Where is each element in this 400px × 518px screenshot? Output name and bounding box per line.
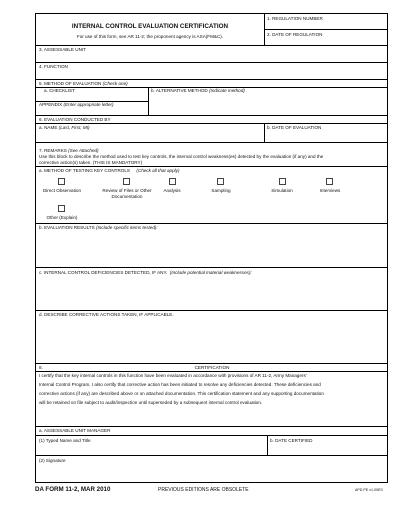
certification-text-3: corrective actions (if any) are described above or on attached documentation. This certification statement and any supporting documentation <box>39 391 324 396</box>
deficiencies-note: (Include potential material weaknesses): <box>169 270 252 275</box>
testing-method-text: a. METHOD OF TESTING KEY CONTROLS <box>39 168 130 173</box>
sampling-label: Sampling <box>211 188 231 193</box>
other-checkbox[interactable] <box>58 205 65 212</box>
manager-line <box>36 426 388 427</box>
header-split <box>264 29 388 30</box>
date-of-regulation-field[interactable]: 2. DATE OF REGULATION <box>267 32 323 37</box>
manager-divider <box>267 435 268 455</box>
form-title: INTERNAL CONTROL EVALUATION CERTIFICATION <box>71 23 229 30</box>
conducted-by-line <box>36 123 388 124</box>
typed-name-field[interactable]: (1) Typed Name and Title <box>39 438 91 443</box>
certification-number: 8. <box>39 365 43 370</box>
form-frame <box>35 13 388 483</box>
evaluation-results-note: (Include specific items tested): <box>95 225 158 230</box>
simulation-checkbox[interactable] <box>279 178 286 185</box>
certification-label: CERTIFICATION <box>194 365 230 370</box>
obsolete-notice: PREVIOUS EDITIONS ARE OBSOLETE <box>158 487 249 493</box>
direct-observation-label: Direct Observation <box>42 188 82 193</box>
evaluation-results-field[interactable] <box>39 225 158 231</box>
method-divider <box>148 87 149 115</box>
remarks-line <box>36 166 388 167</box>
testing-method-line <box>36 223 388 224</box>
signature-line <box>36 455 388 456</box>
review-of-files-label: Review of Files or Other Documentation <box>102 188 152 199</box>
evaluation-results-label: b. EVALUATION RESULTS <box>39 225 95 230</box>
analysis-checkbox[interactable] <box>169 178 176 185</box>
conducted-by-block <box>36 116 387 143</box>
testing-method-label <box>39 168 180 174</box>
assessable-unit-field[interactable] <box>36 46 387 63</box>
name-label: a. NAME <box>39 125 58 130</box>
direct-observation-checkbox[interactable] <box>58 178 65 185</box>
apd-version: APD PE v1.00ES <box>355 488 383 492</box>
alternative-method-label: b. ALTERNATIVE METHOD <box>151 88 208 93</box>
remarks-label <box>39 148 99 154</box>
corrective-actions-field[interactable]: d. DESCRIBE CORRECTIVE ACTIONS TAKEN, IF APPLICABLE. <box>39 312 174 317</box>
checklist-field[interactable]: a. CHECKLIST <box>44 88 75 93</box>
conducted-by-divider <box>264 123 265 142</box>
deficiencies-field[interactable] <box>39 270 252 276</box>
date-of-evaluation-field[interactable]: b. DATE OF EVALUATION <box>267 125 322 130</box>
alternative-method-note: (Indicate method) <box>209 88 245 93</box>
simulation-label: Simulation <box>271 188 293 193</box>
interviews-checkbox[interactable] <box>326 178 333 185</box>
remarks-instructions-1: Use this block to describe the method used to test key controls, the internal control weakness(es) detected by the evaluation (if any) and the <box>39 154 324 159</box>
header-block <box>36 14 387 46</box>
sampling-checkbox[interactable] <box>217 178 224 185</box>
method-label-text: 5. METHOD OF EVALUATION <box>39 81 102 86</box>
certification-block <box>36 364 387 483</box>
remarks-instructions-2: corrective action(s) taken. (THIS IS MANDATORY) <box>39 160 143 165</box>
conducted-by-label: 6. EVALUATION CONDUCTED BY <box>39 117 111 122</box>
function-field[interactable] <box>36 63 387 80</box>
unit-manager-label: a. ASSESSABLE UNIT MANAGER <box>39 428 111 433</box>
signature-field[interactable]: (2) Signature <box>39 458 66 463</box>
regulation-number-field[interactable]: 1. REGULATION NUMBER <box>267 16 323 21</box>
certification-text-1: I certify that the key internal controls in this function have been evaluated in accordance with provisions of AR 11-2, Army Managers' <box>39 373 307 378</box>
form-id: DA FORM 11-2, MAR 2010 <box>35 486 111 493</box>
certification-text-4: will be retained on file subject to audit/inspection until superseded by a subsequent internal control evaluation. <box>39 400 263 405</box>
date-certified-field[interactable]: b. DATE CERTIFIED <box>270 438 313 443</box>
method-block <box>36 80 387 116</box>
method-label <box>39 81 128 87</box>
method-label-note: (Check one) <box>102 81 128 86</box>
deficiencies-label: c. INTERNAL CONTROL DEFICIENCIES DETECTED, IF ANY. <box>39 270 168 275</box>
alternative-method-field[interactable] <box>151 88 245 94</box>
remarks-label-text: 7. REMARKS <box>39 148 67 153</box>
name-field[interactable] <box>39 125 90 131</box>
other-label: Other (Explain) <box>46 215 78 220</box>
analysis-label: Analysis <box>163 188 181 193</box>
appendix-note: (Enter appropriate letter) <box>63 102 114 107</box>
testing-method-note: (Check all that apply) <box>136 168 180 173</box>
certification-text-2: Internal Control Program. I also certify that corrective action has been initiated to resolve any deficiencies detected. These deficiencies and <box>39 382 321 387</box>
form-subtitle: For use of this form, see AR 11-2; the proponent agency is ASA(FM&C). <box>76 34 224 39</box>
results-line <box>36 267 388 268</box>
deficiencies-line <box>36 310 388 311</box>
name-note: (Last, First, MI) <box>58 125 90 130</box>
review-of-files-checkbox[interactable] <box>123 178 130 185</box>
appendix-label: APPENDIX <box>39 102 63 107</box>
remarks-label-note: (See Attached) <box>68 148 99 153</box>
function-label: 4. FUNCTION <box>39 64 68 69</box>
assessable-unit-label: 3. ASSESSABLE UNIT <box>39 47 86 52</box>
appendix-field[interactable] <box>39 102 114 108</box>
remarks-block <box>36 143 387 364</box>
manager-subline <box>36 435 388 436</box>
interviews-label: Interviews <box>319 188 341 193</box>
